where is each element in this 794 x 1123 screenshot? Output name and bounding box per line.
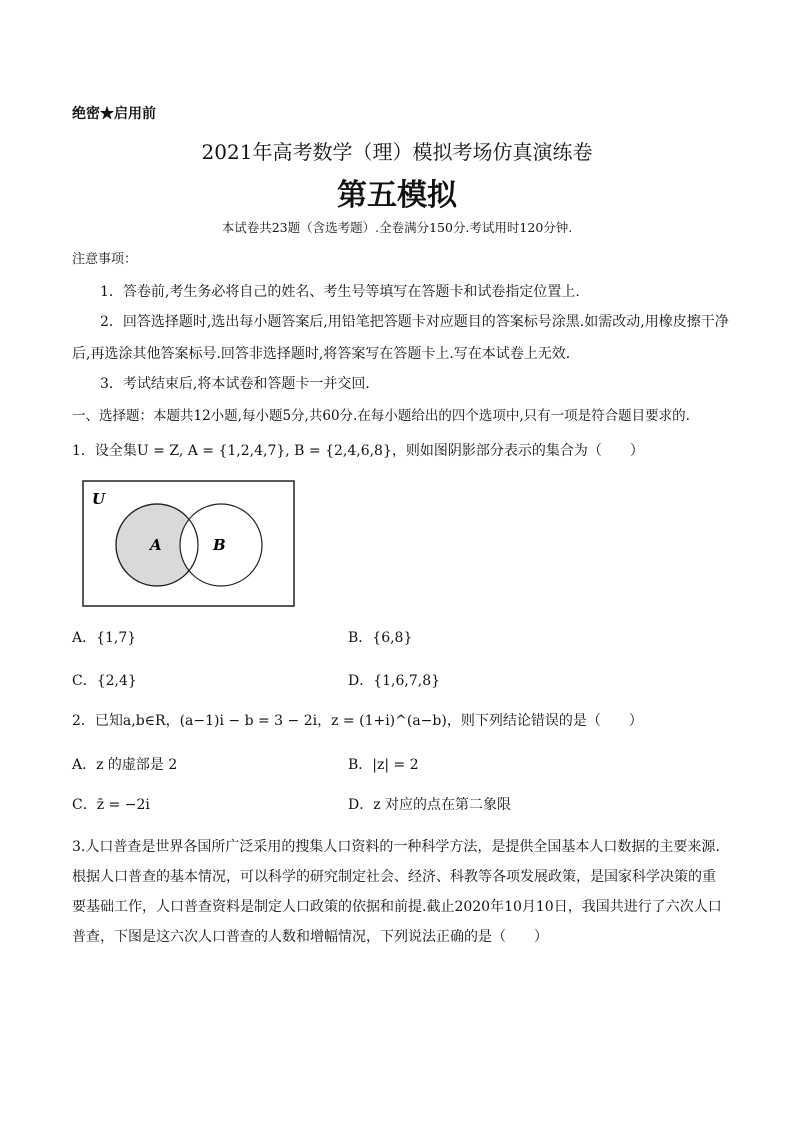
note-item-2-cont: 后,再选涂其他答案标号.回答非选择题时,将答案写在答题卡上.写在本试卷上无效. (72, 346, 571, 362)
set-a-label: A (150, 536, 162, 554)
question-3-line-3: 要基础工作，人口普查资料是制定人口政策的依据和前提.截止2020年10月10日，我国共进行了六次人口 (72, 899, 722, 915)
question-3-line-1: 3.人口普查是世界各国所广泛采用的搜集人口资料的一种科学方法，是提供全国基本人口数据的主要来源. (72, 839, 720, 855)
set-b-label: B (213, 536, 226, 554)
question-3-line-4: 普查，下图是这六次人口普查的人数和增幅情况，下列说法正确的是（ ） (72, 929, 548, 945)
exam-title: 2021年高考数学（理）模拟考场仿真演练卷 (201, 140, 593, 164)
q1-option-a[interactable]: A．{1,7} (72, 630, 137, 646)
notes-heading: 注意事项： (72, 252, 138, 267)
note-item-3: 3．考试结束后,将本试卷和答题卡一并交回. (100, 376, 370, 392)
note-item-1: 1．答卷前,考生务必将自己的姓名、考生号等填写在答题卡和试卷指定位置上. (100, 284, 580, 300)
q2-option-c[interactable]: C．z̄ = −2i (72, 797, 150, 813)
q1-option-d[interactable]: D．{1,6,7,8} (348, 673, 441, 689)
section-heading: 一、选择题：本题共12小题,每小题5分,共60分.在每小题给出的四个选项中,只有一项是符合题目要求的. (72, 408, 690, 424)
exam-description: 本试卷共23题（含选考题）.全卷满分150分.考试用时120分钟. (221, 220, 573, 235)
secret-label: 绝密★启用前 (72, 106, 156, 122)
question-2-stem: 2．已知a,b∈R，(a−1)i − b = 3 − 2i，z = (1+i)^(a−b)，则下列结论错误的是（ ） (72, 713, 643, 729)
q2-option-a[interactable]: A．z 的虚部是 2 (72, 757, 178, 773)
question-1-stem: 1．设全集U = Z, A = {1,2,4,7}, B = {2,4,6,8}，则如图阴影部分表示的集合为（ ） (72, 443, 644, 459)
q1-option-c[interactable]: C．{2,4} (72, 673, 137, 689)
exam-subtitle: 第五模拟 (337, 178, 457, 213)
q2-option-d[interactable]: D．z 对应的点在第二象限 (348, 797, 512, 813)
q2-option-b[interactable]: B．|z| = 2 (348, 757, 419, 773)
universe-label: U (92, 490, 106, 508)
q1-option-b[interactable]: B．{6,8} (348, 630, 413, 646)
question-3-line-2: 根据人口普查的基本情况，可以科学的研究制定社会、经济、科教等各项发展政策，是国家科学决策的重 (72, 869, 716, 885)
note-item-2: 2．回答选择题时,选出每小题答案后,用铅笔把答题卡对应题目的答案标号涂黑.如需改动,用橡皮擦干净 (100, 314, 729, 330)
venn-diagram (82, 480, 296, 608)
